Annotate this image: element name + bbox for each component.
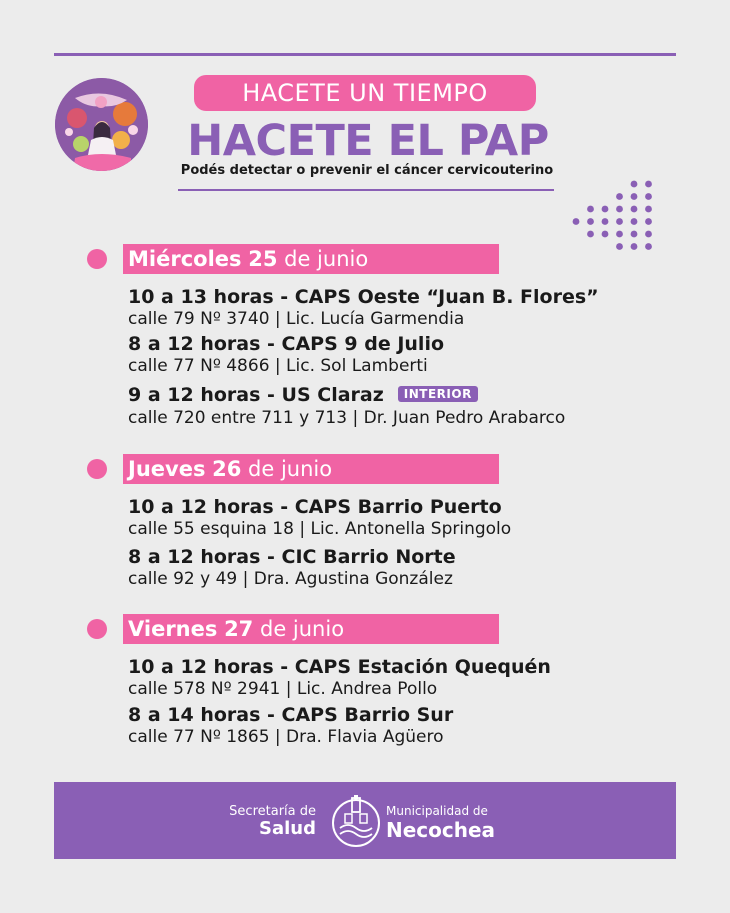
day-bullet bbox=[87, 619, 107, 639]
event-title: 8 a 12 horas - CIC Barrio Norte bbox=[128, 546, 456, 568]
day-header-jueves: Jueves 26 de junio bbox=[123, 454, 499, 484]
footer-bar bbox=[54, 782, 676, 859]
footer-left-big: Salud bbox=[259, 818, 316, 839]
event-address: calle 92 y 49 | Dra. Agustina González bbox=[128, 569, 453, 589]
event-title: 8 a 14 horas - CAPS Barrio Sur bbox=[128, 704, 454, 726]
hacete-un-tiempo-pill: HACETE UN TIEMPO bbox=[194, 75, 536, 111]
event-title: 10 a 12 horas - CAPS Estación Quequén bbox=[128, 656, 551, 678]
footer-right-small: Municipalidad de bbox=[386, 804, 488, 818]
secretaria-salud-logo bbox=[229, 804, 316, 839]
event-address: calle 77 Nº 1865 | Dra. Flavia Agüero bbox=[128, 727, 444, 747]
page-subtitle: Podés detectar o prevenir el cáncer cervicouterino bbox=[180, 163, 554, 178]
day-header-viernes: Viernes 27 de junio bbox=[123, 614, 499, 644]
footer-left-small: Secretaría de bbox=[229, 804, 316, 819]
woman-illustration-icon bbox=[55, 78, 148, 171]
event-title: 9 a 12 horas - US Claraz INTERIOR bbox=[128, 384, 478, 406]
page-title: HACETE EL PAP bbox=[187, 116, 549, 166]
interior-tag: INTERIOR bbox=[398, 386, 478, 402]
day-bullet bbox=[87, 459, 107, 479]
dot-grid-icon bbox=[572, 180, 672, 255]
day-header-miercoles: Miércoles 25 de junio bbox=[123, 244, 499, 274]
event-address: calle 55 esquina 18 | Lic. Antonella Springolo bbox=[128, 519, 512, 539]
event-title: 10 a 12 horas - CAPS Barrio Puerto bbox=[128, 496, 502, 518]
municipalidad-necochea-logo bbox=[386, 804, 495, 841]
event-title: 10 a 13 horas - CAPS Oeste “Juan B. Flores” bbox=[128, 286, 599, 308]
top-divider bbox=[54, 53, 676, 56]
day-bullet bbox=[87, 249, 107, 269]
event-address: calle 79 Nº 3740 | Lic. Lucía Garmendia bbox=[128, 309, 465, 329]
event-address: calle 720 entre 711 y 713 | Dr. Juan Pedro Arabarco bbox=[128, 408, 566, 428]
subtitle-underline bbox=[178, 189, 554, 191]
event-title: 8 a 12 horas - CAPS 9 de Julio bbox=[128, 333, 445, 355]
municipal-seal-icon bbox=[330, 794, 382, 848]
event-address: calle 77 Nº 4866 | Lic. Sol Lamberti bbox=[128, 356, 428, 376]
footer-right-big: Necochea bbox=[386, 818, 496, 842]
event-address: calle 578 Nº 2941 | Lic. Andrea Pollo bbox=[128, 679, 438, 699]
